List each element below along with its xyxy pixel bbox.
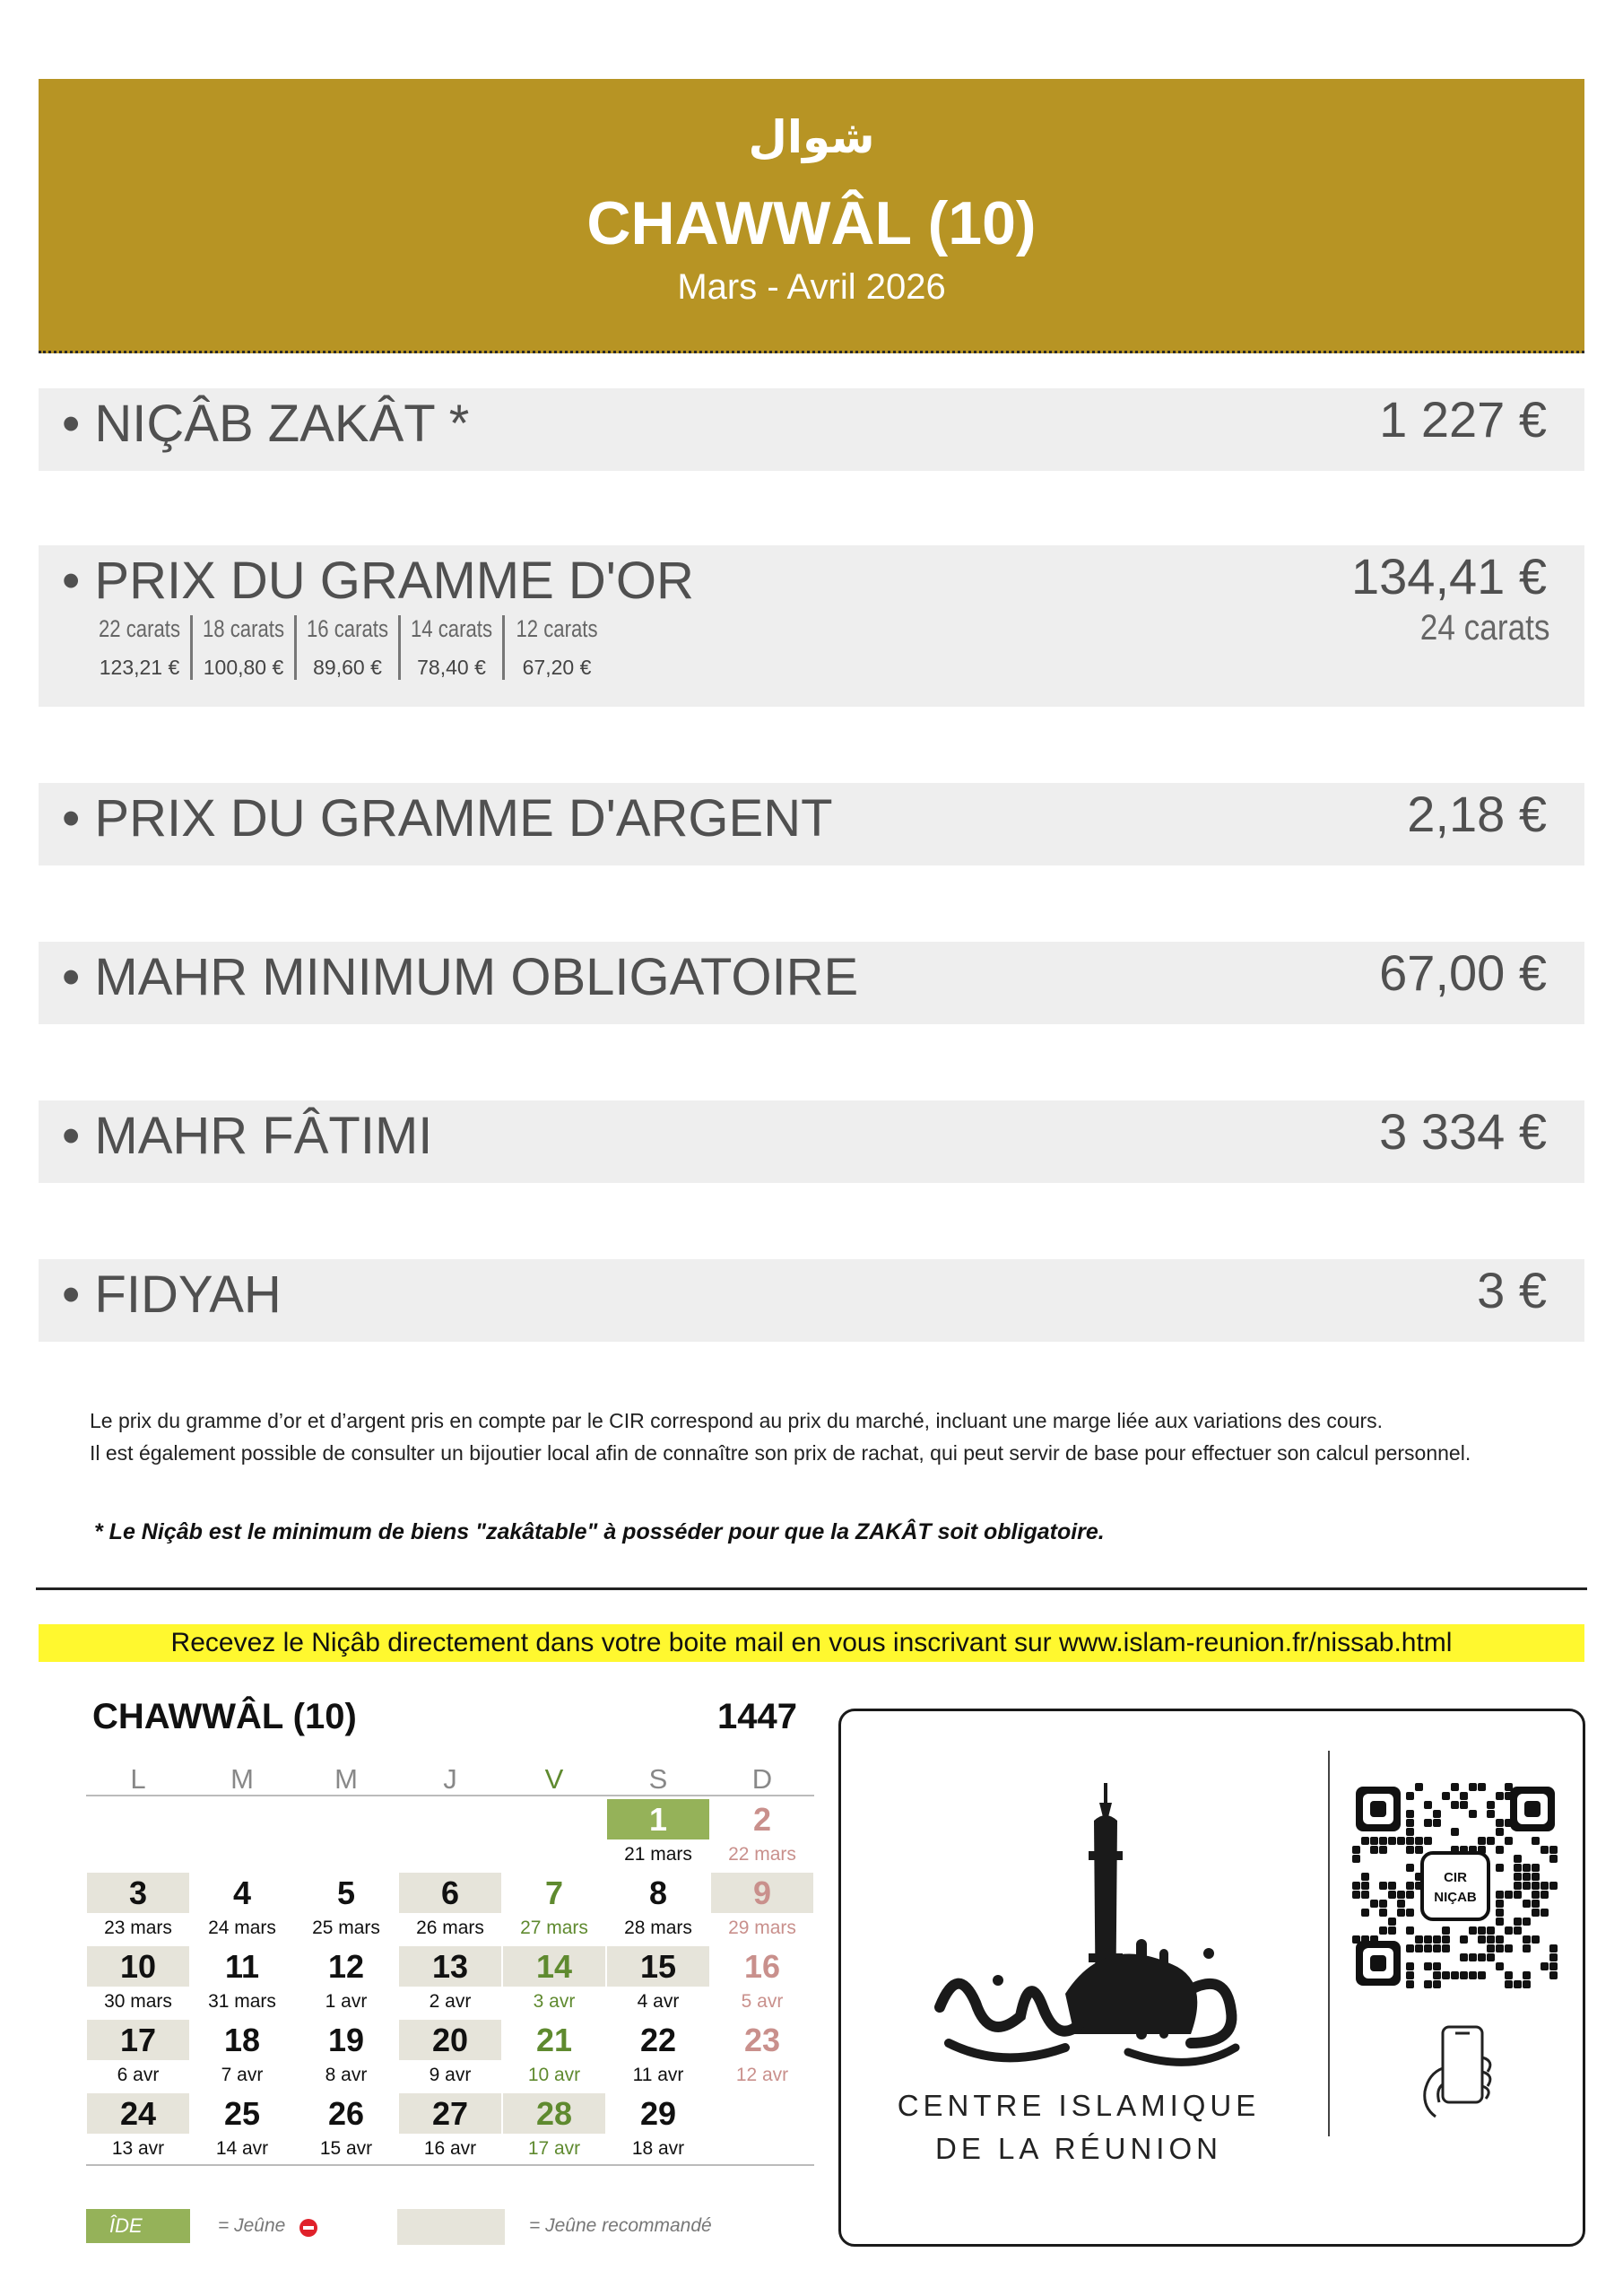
gregorian-date: 11 avr xyxy=(632,2065,684,2085)
day-number: 10 xyxy=(87,1946,189,1987)
day-number: 26 xyxy=(327,2095,365,2132)
calendar-day xyxy=(294,2018,398,2092)
calendar-empty-cell xyxy=(502,1797,606,1871)
phone-hand-icon xyxy=(1409,2022,1507,2120)
calendar-day xyxy=(606,1797,710,1871)
silver-price-label: • PRIX DU GRAMME D'ARGENT xyxy=(62,789,833,848)
mahr-fatimi-row xyxy=(39,1100,1584,1183)
cir-logo-box xyxy=(838,1709,1585,2247)
gregorian-date: 24 mars xyxy=(208,1918,276,1938)
nicab-row xyxy=(39,388,1584,471)
day-number: 6 xyxy=(399,1873,501,1913)
weekday-wednesday: M xyxy=(334,1763,358,1795)
gregorian-date: 23 mars xyxy=(104,1918,172,1938)
gregorian-date: 25 mars xyxy=(312,1918,380,1938)
calendar-day xyxy=(606,1871,710,1944)
calendar-empty-cell xyxy=(398,1797,502,1871)
carat-18: 18 carats 100,80 € xyxy=(193,615,297,680)
calendar-day xyxy=(294,1871,398,1944)
silver-price-value: 2,18 € xyxy=(1407,786,1547,842)
calendar-grid xyxy=(86,1797,814,2165)
gregorian-date: 8 avr xyxy=(325,2065,368,2085)
day-number: 27 xyxy=(399,2093,501,2134)
calendar-day xyxy=(606,1944,710,2018)
day-number: 1 xyxy=(607,1799,709,1839)
month-arabic: شوال xyxy=(748,111,875,163)
mahr-minimum-value: 67,00 € xyxy=(1379,944,1547,1001)
carat-12: 12 carats 67,20 € xyxy=(516,615,598,679)
price-note-line-2: Il est également possible de consulter un bijoutier local afin de connaître son prix de rachat, qui peut servir de base pour effectuer son calcul personnel. xyxy=(90,1441,1471,1465)
nicab-definition: * Le Niçâb est le minimum de biens "zakâtable" à posséder pour que la ZAKÂT soit obligatoire. xyxy=(94,1519,1105,1544)
gregorian-date: 31 mars xyxy=(208,1991,276,2012)
day-number: 19 xyxy=(327,2022,365,2058)
gregorian-date: 26 mars xyxy=(416,1918,484,1938)
weekday-saturday: S xyxy=(648,1763,668,1795)
gregorian-date: 4 avr xyxy=(637,1991,680,2012)
calendar-day xyxy=(398,2092,502,2165)
subscribe-banner: Recevez le Niçâb directement dans votre boite mail en vous inscrivant sur www.islam-reunion.fr/nissab.html xyxy=(39,1624,1584,1662)
mahr-fatimi-value: 3 334 € xyxy=(1379,1103,1547,1160)
calendar-day xyxy=(86,2092,190,2165)
gregorian-date: 3 avr xyxy=(533,1991,576,2012)
mahr-minimum-label: • MAHR MINIMUM OBLIGATOIRE xyxy=(62,948,859,1006)
calendar-top-rule xyxy=(86,1795,814,1796)
gregorian-date: 7 avr xyxy=(221,2065,264,2085)
gregorian-date: 15 avr xyxy=(319,2138,373,2159)
divider xyxy=(36,1587,1587,1590)
month-title: CHAWWÂL (10) xyxy=(586,189,1037,257)
month-header xyxy=(39,79,1584,353)
price-note-line-1: Le prix du gramme d’or et d’argent pris en compte par le CIR correspond au prix du marché, incluant une marge liée aux variations des cours. xyxy=(90,1409,1384,1432)
qr-label-line-1: CIR xyxy=(1444,1870,1467,1885)
weekday-monday: L xyxy=(130,1763,146,1795)
mahr-fatimi-label: • MAHR FÂTIMI xyxy=(62,1107,433,1165)
weekday-sunday: D xyxy=(751,1763,773,1795)
gregorian-date: 29 mars xyxy=(728,1918,796,1938)
calendar-day xyxy=(710,1797,814,1871)
price-note xyxy=(90,1405,1560,1469)
weekday-friday: V xyxy=(544,1763,564,1795)
legend-ide-swatch: ÎDE xyxy=(86,2209,190,2243)
day-number: 22 xyxy=(639,2022,677,2058)
no-entry-icon xyxy=(299,2219,317,2237)
legend-recommended-swatch xyxy=(397,2209,505,2245)
gregorian-date: 14 avr xyxy=(215,2138,269,2159)
day-number: 7 xyxy=(544,1874,564,1911)
legend-fast-label: = Jeûne xyxy=(218,2215,286,2236)
nicab-label: • NIÇÂB ZAKÂT * xyxy=(62,395,470,453)
calendar-day xyxy=(86,1944,190,2018)
day-number: 18 xyxy=(223,2022,261,2058)
day-number: 14 xyxy=(503,1946,605,1987)
calendar-year: 1447 xyxy=(717,1697,797,1736)
carat-prices xyxy=(89,615,609,680)
calendar-week xyxy=(86,1797,814,1871)
gregorian-date: 17 avr xyxy=(527,2138,581,2159)
calendar-day xyxy=(86,1871,190,1944)
gregorian-date: 12 avr xyxy=(735,2065,789,2085)
calendar-day xyxy=(294,1944,398,2018)
cir-name-line-2: DE LA RÉUNION xyxy=(935,2132,1222,2165)
mahr-minimum-row xyxy=(39,942,1584,1024)
day-number: 12 xyxy=(327,1948,365,1985)
calendar-title: CHAWWÂL (10) xyxy=(92,1697,357,1736)
calendar-day xyxy=(606,2018,710,2092)
calendar-weekdays xyxy=(86,1763,814,1796)
day-number: 23 xyxy=(743,2022,781,2058)
day-number: 4 xyxy=(232,1874,252,1911)
gold-price-row xyxy=(39,545,1584,707)
calendar-day xyxy=(190,2092,294,2165)
day-number: 15 xyxy=(607,1946,709,1987)
day-number: 17 xyxy=(87,2020,189,2060)
calendar-day xyxy=(190,1944,294,2018)
day-number: 11 xyxy=(224,1948,260,1985)
calendar-day xyxy=(398,1944,502,2018)
calendar-empty-cell xyxy=(86,1797,190,1871)
day-number: 20 xyxy=(399,2020,501,2060)
gregorian-date: 9 avr xyxy=(429,2065,472,2085)
gregorian-date: 18 avr xyxy=(631,2138,685,2159)
calendar-day xyxy=(502,2018,606,2092)
day-number: 8 xyxy=(648,1874,668,1911)
qr-label-line-2: NIÇAB xyxy=(1434,1890,1477,1905)
day-number: 13 xyxy=(399,1946,501,1987)
weekday-thursday: J xyxy=(443,1763,457,1795)
month-period: Mars - Avril 2026 xyxy=(677,267,946,307)
calendar-bottom-rule xyxy=(86,2164,814,2166)
logo-divider xyxy=(1328,1751,1330,2136)
cir-name-line-1: CENTRE ISLAMIQUE xyxy=(897,2089,1261,2122)
calendar-day xyxy=(294,2092,398,2165)
day-number: 21 xyxy=(535,2022,573,2058)
cir-name xyxy=(877,2084,1280,2170)
calendar-day xyxy=(398,2018,502,2092)
gregorian-date: 21 mars xyxy=(624,1844,692,1865)
calendar-week xyxy=(86,1871,814,1944)
calendar-day xyxy=(190,2018,294,2092)
calendar-empty-cell xyxy=(710,2092,814,2165)
gold-24-carats-label: 24 carats xyxy=(1420,608,1550,648)
gregorian-date: 16 avr xyxy=(423,2138,477,2159)
gold-price-label: • PRIX DU GRAMME D'OR xyxy=(62,552,694,610)
gregorian-date: 30 mars xyxy=(104,1991,172,2012)
gregorian-date: 6 avr xyxy=(117,2065,160,2085)
calendar-day xyxy=(606,2092,710,2165)
calendar-day xyxy=(710,1944,814,2018)
gregorian-date: 1 avr xyxy=(325,1991,368,2012)
calendar-week xyxy=(86,1944,814,2018)
silver-price-row xyxy=(39,783,1584,865)
calendar-day xyxy=(398,1871,502,1944)
fidyah-row xyxy=(39,1259,1584,1342)
carat-14: 14 carats 78,40 € xyxy=(401,615,505,680)
calendar-empty-cell xyxy=(190,1797,294,1871)
carat-22: 22 carats 123,21 € xyxy=(89,615,193,680)
calendar-week xyxy=(86,2092,814,2165)
calendar-day xyxy=(502,2092,606,2165)
day-number: 24 xyxy=(87,2093,189,2134)
calendar-day xyxy=(190,1871,294,1944)
gregorian-date: 28 mars xyxy=(624,1918,692,1938)
gregorian-date: 22 mars xyxy=(728,1844,796,1865)
calendar-day xyxy=(710,1871,814,1944)
day-number: 2 xyxy=(752,1801,772,1838)
fidyah-value: 3 € xyxy=(1477,1262,1547,1318)
calendar-day xyxy=(502,1871,606,1944)
day-number: 3 xyxy=(87,1873,189,1913)
gregorian-date: 13 avr xyxy=(111,2138,165,2159)
fidyah-label: • FIDYAH xyxy=(62,1265,282,1324)
qr-code-icon xyxy=(1352,1783,1558,1989)
calendar-day xyxy=(710,2018,814,2092)
carat-16: 16 carats 89,60 € xyxy=(297,615,401,680)
gregorian-date: 2 avr xyxy=(429,1991,472,2012)
mosque-calligraphy-logo-icon xyxy=(922,1774,1263,2079)
day-number: 29 xyxy=(639,2095,677,2132)
day-number: 9 xyxy=(711,1873,813,1913)
gold-price-value: 134,41 € xyxy=(1351,548,1547,604)
gregorian-date: 10 avr xyxy=(527,2065,581,2085)
legend-recommended-label: = Jeûne recommandé xyxy=(529,2215,712,2236)
gregorian-date: 27 mars xyxy=(520,1918,588,1938)
calendar-week xyxy=(86,2018,814,2092)
day-number: 16 xyxy=(743,1948,781,1985)
day-number: 25 xyxy=(223,2095,261,2132)
gregorian-date: 5 avr xyxy=(741,1991,784,2012)
weekday-tuesday: M xyxy=(230,1763,254,1795)
calendar-day xyxy=(86,2018,190,2092)
day-number: 5 xyxy=(336,1874,356,1911)
day-number: 28 xyxy=(503,2093,605,2134)
calendar-day xyxy=(502,1944,606,2018)
nicab-value: 1 227 € xyxy=(1379,391,1547,448)
calendar-empty-cell xyxy=(294,1797,398,1871)
